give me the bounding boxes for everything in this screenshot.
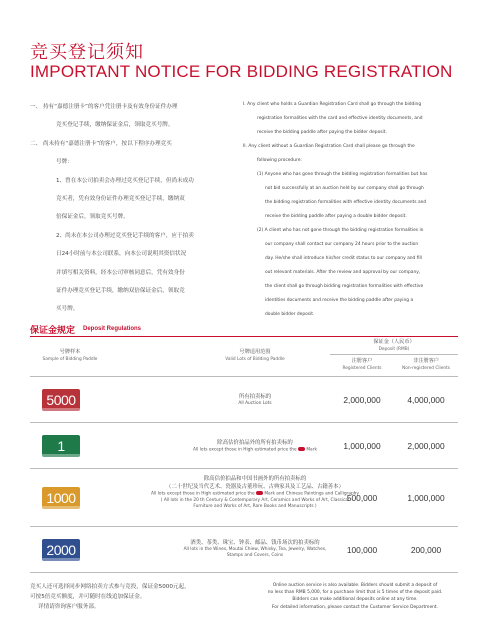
lots-desc-en [180, 447, 330, 454]
paddle-number: 1000 [46, 490, 76, 506]
notice-en-line: II. Any client without a Guardian Registration Card shall please go through the [243, 144, 415, 149]
notice-en-line: receive the bidding paddle after paying the bidder deposit. [257, 130, 387, 135]
header-paddle-cn: 号牌样本 [59, 349, 81, 355]
deposit-table [30, 336, 458, 573]
deposit-heading-cn: 保证金规定 [30, 325, 76, 336]
lots-desc-en: Stamps and Covers, Coins [226, 553, 284, 559]
table-header [30, 337, 458, 377]
paddle-sample-1000 [42, 487, 80, 509]
header-paddle-en: Sample of Bidding Paddle [42, 357, 98, 362]
header-deposit [330, 339, 458, 353]
lots-desc-cn: （二十世纪及当代艺术、瓷器及古董珍玩、古典家具及工艺品、古籍善本） [166, 484, 344, 490]
paddle-sample-5000 [42, 389, 80, 411]
high-estimate-mark-icon [256, 491, 263, 495]
notice-cn-line: 竞买者，凭有效身份证件办理竞买登记手续，缴纳双 [56, 196, 185, 203]
notice-en-line: (2) A client who has not gone through the bidding registration formalities in [257, 228, 424, 233]
paddle-stripe [42, 558, 80, 561]
header-lots [180, 349, 330, 363]
deposit-registered: 500,000 [346, 493, 378, 503]
lots-desc-en: ( All lots in the 20 th Century & Contemporary Art, Ceramics and Works of Art, Classical [160, 497, 350, 503]
lots-desc-en-part: All lots except those in High estimated price the [151, 491, 255, 497]
lots-desc-cn: 酒类、茶类、珠宝、钟表、邮品、钱币场次的拍卖标的 [190, 540, 320, 546]
high-estimate-mark-icon [298, 447, 305, 451]
lots-desc-cn: 所有拍卖标的 [238, 394, 272, 400]
notice-english-column [243, 98, 453, 322]
lots-description [180, 393, 330, 407]
table-row [30, 527, 458, 573]
notice-cn-line: 并填写相关资料，经本公司审核同意后，凭有效身份 [56, 269, 185, 276]
lots-desc-en: All lots in the Wines, Moutai Chiew, Whisky, Tea, Jewelry, Watches, [183, 547, 327, 552]
lots-description [160, 539, 350, 560]
table-row [30, 377, 458, 423]
notice-en-line: registration formalities with the card and effective identity documents, and [257, 116, 423, 121]
notice-en-line: double bidder deposit. [265, 312, 315, 317]
paddle-stripe [42, 506, 80, 509]
lots-desc-en-part: Mark [304, 447, 317, 453]
notice-cn-line: 竞买登记手续，缴纳保证金后，领取竞买号牌。 [56, 122, 174, 129]
notice-cn-line: 1、曾在本公司拍卖会办理过竞买登记手续，但尚未成功 [56, 177, 194, 184]
notice-en-line: the bidding registration formalities with effective identity documents and [265, 200, 427, 205]
deposit-non-registered: 200,000 [410, 545, 442, 555]
paddle-sample-1 [42, 435, 80, 457]
lots-description [180, 439, 330, 454]
paddle-stripe [42, 454, 80, 457]
notice-cn-line: 二、 尚未持有“嘉德注册卡”的客户，按以下程序办理竞买 [30, 140, 172, 147]
paddle-stripe [42, 408, 80, 411]
deposit-non-registered: 1,000,000 [407, 493, 445, 503]
notice-en-line: (1) Anyone who has gone through the bidding registration formalities but has [257, 172, 428, 177]
footer-en-line: Bidders can make additional deposits online at any time. [292, 597, 418, 603]
notice-cn-line: 2、尚未在本公司办理过竞买登记手续的客户，应于拍卖 [56, 232, 194, 239]
notice-cn-line: 日24小时前与本公司联系，向本公司说明其资信状况 [56, 251, 187, 258]
deposit-heading-en: Deposit Regulations [83, 326, 142, 332]
notice-en-line: not bid successfully at an auction held by our company shall go through [265, 186, 424, 191]
deposit-registered: 100,000 [346, 545, 378, 555]
footer-en-line: For detailed information, please contact the Customer Service Department. [271, 604, 439, 610]
notice-en-line: identities documents and receive the bidding paddle after paying a [265, 298, 414, 303]
footer-cn-line: 详情请咨询客户服务部。 [38, 604, 100, 610]
notice-chinese-column [30, 98, 230, 319]
notice-en-line: out relevant materials. After the review and approval by our company, [265, 270, 421, 275]
paddle-number: 5000 [46, 392, 76, 408]
header-divider [330, 354, 458, 355]
deposit-registered: 2,000,000 [343, 395, 381, 405]
footer-cn-line: 可按5倍竞买额度，并可随时在线追加保证金。 [30, 594, 146, 600]
header-deposit-en: Deposit (RMB) [378, 347, 410, 352]
header-lots-cn: 号牌适用范围 [239, 349, 271, 355]
online-auction-note-cn [30, 582, 230, 612]
paddle-number: 1 [57, 438, 65, 454]
lots-desc-en-part: All lots except those in High estimated price the [193, 447, 297, 453]
notice-cn-line: 一、 持有“嘉德注册卡”的客户凭注册卡及有效身份证件办理 [30, 104, 178, 110]
paddle-sample-2000 [42, 539, 80, 561]
notice-en-line: our company shall contact our company 24 hours prior to the auction [265, 242, 419, 247]
lots-desc-cn: 除高估价拍品外的所有拍卖标的 [217, 440, 293, 446]
notice-cn-line: 倍保证金后，领取竞买号牌。 [56, 214, 129, 221]
lots-desc-cn: 除高估价拍品和中国书画外的所有拍卖标的 [203, 476, 307, 482]
paddle-number: 2000 [46, 542, 76, 558]
deposit-non-registered: 2,000,000 [407, 441, 445, 451]
notice-en-line: following procedure: [257, 158, 302, 163]
deposit-non-registered: 4,000,000 [407, 395, 445, 405]
online-auction-note-en [250, 582, 460, 611]
deposit-section-heading [30, 322, 141, 336]
table-row [30, 469, 458, 527]
header-registered-en: Registered Clients [342, 366, 382, 371]
notice-en-line: the client shall go through bidding registration formalities with effective [265, 284, 424, 289]
page-title-en: IMPORTANT NOTICE FOR BIDDING REGISTRATION [30, 62, 453, 81]
lots-desc-en-part: Mark and Chinese Paintings and Calligraphy [262, 491, 359, 497]
footer-en-line: Online auction service is also available. Bidders should submit a deposit of [272, 583, 438, 588]
header-non-registered [394, 358, 458, 372]
notice-cn-line: 号牌： [56, 159, 73, 166]
header-lots-en: Valid Lots of Bidding Paddle [225, 357, 285, 362]
header-deposit-cn: 保证金（人民币） [373, 339, 415, 345]
lots-desc-en: All Auction Lots [238, 401, 272, 406]
table-row [30, 423, 458, 469]
header-nonreg-en: Non-registered Clients [401, 366, 450, 371]
notice-cn-line: 买号牌。 [56, 306, 79, 313]
notice-en-line: receive the bidding paddle after paying a double bidder deposit. [265, 214, 407, 219]
header-registered [330, 358, 394, 372]
header-paddle [30, 349, 110, 363]
notice-en-line: I. Any client who holds a Guardian Registration Card shall go through the bidding [243, 102, 422, 107]
page-title-cn: 竞买登记须知 [30, 42, 144, 63]
notice-cn-line: 证件办理竞买登记手续，缴纳双倍保证金后，领取竞 [56, 288, 185, 295]
header-nonreg-cn: 非注册客户 [413, 358, 439, 364]
deposit-registered: 1,000,000 [343, 441, 381, 451]
footer-en-line: no less than RMB 5,000, for a purchase limit that is 5 times of the deposit paid. [267, 590, 443, 596]
footer-cn-line: 竞买人还可选择同步网络拍卖方式参与竞投，保证金5000元起， [30, 584, 190, 590]
lots-desc-en: Furniture and Works of Art, Rare Books and Manuscripts ) [193, 504, 317, 510]
header-registered-cn: 注册客户 [351, 358, 373, 364]
notice-en-line: day. He/she shall introduce his/her credit status to our company and fill [265, 256, 422, 261]
